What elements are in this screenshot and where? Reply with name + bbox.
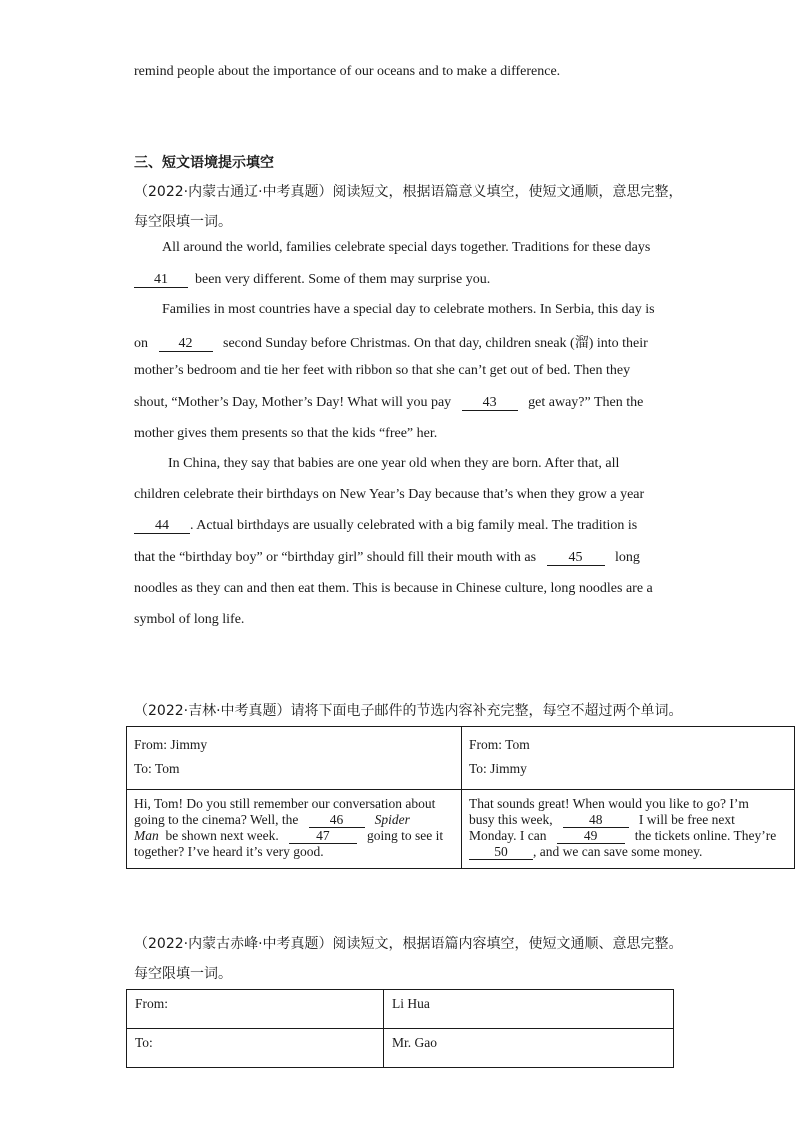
answer-blank-50[interactable]: 50 — [469, 845, 533, 860]
passage-line — [134, 550, 640, 566]
exercise-intro-cont: 每空限填一词。 — [134, 966, 232, 982]
email-text: busy this week, — [469, 812, 553, 827]
passage-text: long — [615, 550, 640, 565]
answer-blank-49[interactable]: 49 — [557, 829, 625, 844]
email-header-right — [462, 727, 795, 790]
answer-blank-47[interactable]: 47 — [289, 829, 357, 844]
answer-blank-44[interactable]: 44 — [134, 519, 190, 534]
to-value: Mr. Gao — [384, 1029, 674, 1068]
passage-line: children celebrate their birthdays on New Year’s Day because that’s when they grow a year — [134, 487, 645, 502]
exercise-intro-cont: 每空限填一词。 — [134, 214, 232, 230]
to-field: To: Tom — [134, 761, 180, 776]
email-line: together? I’ve heard it’s very good. — [134, 844, 324, 859]
email-line — [134, 812, 454, 828]
email-line — [134, 828, 454, 844]
to-field: To: Jimmy — [469, 761, 527, 776]
answer-blank-43[interactable]: 43 — [462, 396, 518, 411]
passage-line: mother gives them presents so that the kids “free” her. — [134, 426, 438, 441]
passage-line: mother’s bedroom and tie her feet with ribbon so that she can’t get out of bed. Then they — [134, 363, 631, 378]
email-text: Monday. I can — [469, 828, 547, 843]
email-line — [469, 828, 787, 844]
email-line: Hi, Tom! Do you still remember our conversation about — [134, 796, 436, 811]
answer-blank-46[interactable]: 46 — [309, 813, 365, 828]
passage-line: Families in most countries have a special day to celebrate mothers. In Serbia, this day is — [162, 302, 655, 317]
passage-text: . Actual birthdays are usually celebrated with a big family meal. The tradition is — [190, 518, 638, 533]
passage-line — [134, 518, 637, 534]
from-field: From: Tom — [469, 737, 530, 752]
passage-line — [134, 332, 648, 352]
email-body-left — [127, 790, 462, 869]
answer-blank-48[interactable]: 48 — [563, 813, 629, 828]
passage-line: noodles as they can and then eat them. This is because in Chinese culture, long noodles are a — [134, 581, 653, 596]
passage-line: symbol of long life. — [134, 612, 245, 627]
email-line — [469, 812, 787, 828]
answer-blank-42[interactable]: 42 — [159, 337, 213, 352]
exercise-intro: （2022·吉林·中考真题）请将下面电子邮件的节选内容补充完整，每空不超过两个单词。 — [134, 703, 683, 719]
movie-title: Man — [134, 828, 159, 843]
from-value: Li Hua — [384, 990, 674, 1029]
passage-line: All around the world, families celebrate special days together. Traditions for these days — [162, 240, 651, 255]
passage-line — [134, 272, 490, 288]
email-text: going to the cinema? Well, the — [134, 812, 299, 827]
answer-blank-45[interactable]: 45 — [547, 551, 605, 566]
passage-text: get away?” Then the — [528, 395, 644, 410]
letter-header-table — [126, 989, 674, 1068]
email-line — [469, 844, 787, 860]
email-header-left — [127, 727, 462, 790]
email-text: be shown next week. — [165, 828, 279, 843]
from-label: From: — [127, 990, 384, 1029]
movie-title: Spider — [374, 812, 410, 827]
passage-text: on — [134, 336, 148, 351]
exercise-intro: （2022·内蒙古通辽·中考真题）阅读短文，根据语篇意义填空，使短文通顺，意思完整， — [134, 184, 683, 200]
exercise-intro: （2022·内蒙古赤峰·中考真题）阅读短文，根据语篇内容填空，使短文通顺、意思完整。 — [134, 936, 683, 952]
email-line: That sounds great! When would you like to go? I’m — [469, 796, 749, 811]
from-field: From: Jimmy — [134, 737, 208, 752]
email-text: I will be free next — [638, 812, 735, 827]
email-text: going to see it — [366, 828, 444, 843]
to-label: To: — [127, 1029, 384, 1068]
passage-text: shout, “Mother’s Day, Mother’s Day! What will you pay — [134, 395, 452, 410]
passage-text: second Sunday before Christmas. On that day, children sneak (溜) into their — [223, 336, 648, 351]
email-text: the tickets online. They’re — [634, 828, 777, 843]
email-table — [126, 726, 795, 869]
answer-blank-41[interactable]: 41 — [134, 273, 188, 288]
passage-text: been very different. Some of them may surprise you. — [195, 272, 491, 287]
passage-line — [134, 395, 643, 411]
passage-line: In China, they say that babies are one year old when they are born. After that, all — [168, 456, 620, 471]
section-heading: 三、短文语境提示填空 — [134, 155, 274, 171]
email-body-right — [462, 790, 795, 869]
continuation-text: remind people about the importance of our oceans and to make a difference. — [134, 64, 561, 79]
passage-text: that the “birthday boy” or “birthday girl” should fill their mouth with as — [134, 550, 537, 565]
email-text: , and we can save some money. — [533, 844, 703, 859]
